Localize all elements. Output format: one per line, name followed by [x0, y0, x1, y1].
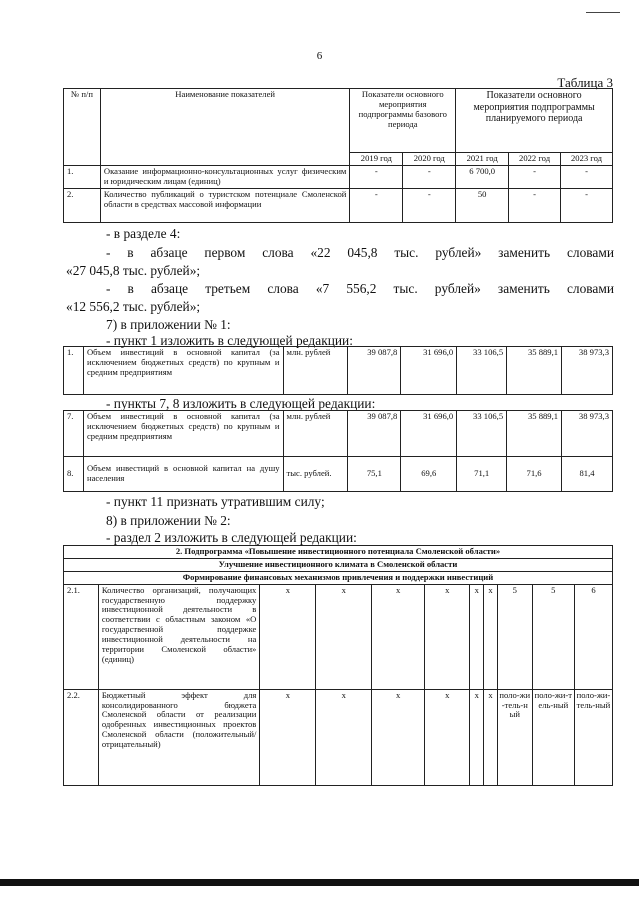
- text-paragraph-1: - в абзаце первом слова «22 045,8 тыс. рублей» заменить словами: [106, 245, 614, 260]
- page-number: 6: [316, 50, 323, 62]
- row-value: 39 087,8: [348, 411, 401, 457]
- header-base-period: Показатели основного мероприятия подпрограммы базового периода: [350, 89, 456, 153]
- corner-mark: [586, 12, 620, 13]
- row-value: поло-жи-тель-ный: [532, 689, 574, 785]
- row-unit: млн. рублей: [283, 411, 348, 457]
- row-value: поло-жи-тель-ный: [497, 689, 532, 785]
- row-value: 38 973,3: [562, 347, 613, 395]
- row-value: -: [561, 188, 613, 222]
- table-row: [64, 347, 613, 395]
- row-value: 33 106,5: [457, 347, 507, 395]
- text-point-1: - пункт 1 изложить в следующей редакции:: [106, 333, 353, 348]
- row-x: х: [260, 689, 316, 785]
- header-name: Наименование показателей: [100, 89, 349, 166]
- row-value: 39 087,8: [348, 347, 401, 395]
- row-value: 69,6: [401, 457, 457, 492]
- bottom-scan-bar: [0, 879, 639, 886]
- row-x: х: [316, 584, 372, 689]
- row-x: х: [260, 584, 316, 689]
- row-unit: млн. рублей: [283, 347, 348, 395]
- year-header: 2023 год: [561, 153, 613, 166]
- row-x: х: [470, 689, 484, 785]
- activity-title: Улучшение инвестиционного климата в Смоленской области: [64, 558, 613, 571]
- year-header: 2019 год: [350, 153, 403, 166]
- row-x: х: [425, 689, 470, 785]
- row-num: 2.1.: [64, 584, 99, 689]
- text-point-11: - пункт 11 признать утратившим силу;: [106, 494, 325, 509]
- appendix1-points7-8-table: [63, 410, 613, 492]
- row-value: -: [403, 165, 456, 188]
- row-value: 6: [574, 584, 612, 689]
- row-x: х: [470, 584, 484, 689]
- row-value: 50: [456, 188, 509, 222]
- row-name: Количество публикаций о туристском потенциале Смоленской области в средствах массовой информации: [100, 188, 349, 222]
- row-name: Бюджетный эффект для консолидированного бюджета Смоленской области от реализации одобренных инвестиционных проектов Смоленской области (положительный/ отрицательный): [98, 689, 260, 785]
- header-planned-period: Показатели основного мероприятия подпрограммы планируемого периода: [456, 89, 613, 153]
- text-section-2: - раздел 2 изложить в следующей редакции:: [106, 530, 357, 545]
- row-value: -: [403, 188, 456, 222]
- text-appendix-1: 7) в приложении № 1:: [106, 317, 231, 332]
- year-header: 2020 год: [403, 153, 456, 166]
- row-value: -: [350, 165, 403, 188]
- row-value: 6 700,0: [456, 165, 509, 188]
- row-value: 35 889,1: [507, 347, 562, 395]
- mechanism-title: Формирование финансовых механизмов привлечения и поддержки инвестиций: [64, 571, 613, 584]
- row-name: Количество организаций, получающих государственную поддержку инвестиционной деятельности в соответствии с областным законом «О государственной поддержке инвестиционной деятельности на территории Смоленской области» (единиц): [98, 584, 260, 689]
- text-paragraph-3-cont: «12 556,2 тыс. рублей»;: [66, 299, 201, 314]
- indicators-table: [63, 88, 613, 223]
- row-num: 2.2.: [64, 689, 99, 785]
- row-value: 38 973,3: [562, 411, 613, 457]
- table-row: [64, 411, 613, 457]
- row-value: -: [509, 188, 561, 222]
- table-row: [64, 188, 613, 222]
- table-row: [64, 584, 613, 689]
- row-name: Оказание информационно-консультационных услуг физическим и юридическим лицам (единиц): [100, 165, 349, 188]
- row-value: 5: [497, 584, 532, 689]
- row-value: 75,1: [348, 457, 401, 492]
- row-value: 71,6: [507, 457, 562, 492]
- row-value: 31 696,0: [401, 411, 457, 457]
- table-row: [64, 689, 613, 785]
- row-x: х: [372, 584, 425, 689]
- row-name: Объем инвестиций в основной капитал на душу населения: [83, 457, 283, 492]
- row-num: 7.: [64, 411, 84, 457]
- year-header: 2022 год: [509, 153, 561, 166]
- row-num: 2.: [64, 188, 101, 222]
- row-x: х: [484, 584, 498, 689]
- row-value: -: [561, 165, 613, 188]
- row-unit: тыс. рублей.: [283, 457, 348, 492]
- row-num: 8.: [64, 457, 84, 492]
- row-name: Объем инвестиций в основной капитал (за исключением бюджетных средств) по крупным и средним предприятиям: [83, 347, 283, 395]
- table-row: [64, 165, 613, 188]
- subprogram-title: 2. Подпрограмма «Повышение инвестиционного потенциала Смоленской области»: [64, 546, 613, 559]
- text-section-4: - в разделе 4:: [106, 226, 181, 241]
- row-num: 1.: [64, 347, 84, 395]
- row-x: х: [425, 584, 470, 689]
- row-value: 35 889,1: [507, 411, 562, 457]
- text-appendix-2: 8) в приложении № 2:: [106, 513, 231, 528]
- row-value: поло-жи-тель-ный: [574, 689, 612, 785]
- text-points-7-8: - пункты 7, 8 изложить в следующей редакции:: [106, 396, 376, 411]
- table-label: Таблица 3: [557, 75, 613, 90]
- subprogram-table: [63, 545, 613, 786]
- appendix1-point1-table: [63, 346, 613, 395]
- row-value: 71,1: [457, 457, 507, 492]
- row-name: Объем инвестиций в основной капитал (за исключением бюджетных средств) по крупным и средним предприятиям: [83, 411, 283, 457]
- row-value: 31 696,0: [401, 347, 457, 395]
- row-x: х: [372, 689, 425, 785]
- table-row: [64, 457, 613, 492]
- header-num: № п/п: [64, 89, 101, 166]
- row-x: х: [316, 689, 372, 785]
- row-value: -: [509, 165, 561, 188]
- row-value: -: [350, 188, 403, 222]
- row-num: 1.: [64, 165, 101, 188]
- row-value: 33 106,5: [457, 411, 507, 457]
- row-value: 81,4: [562, 457, 613, 492]
- text-paragraph-3: - в абзаце третьем слова «7 556,2 тыс. рублей» заменить словами: [106, 281, 614, 296]
- text-paragraph-1-cont: «27 045,8 тыс. рублей»;: [66, 263, 201, 278]
- row-value: 5: [532, 584, 574, 689]
- year-header: 2021 год: [456, 153, 509, 166]
- row-x: х: [484, 689, 498, 785]
